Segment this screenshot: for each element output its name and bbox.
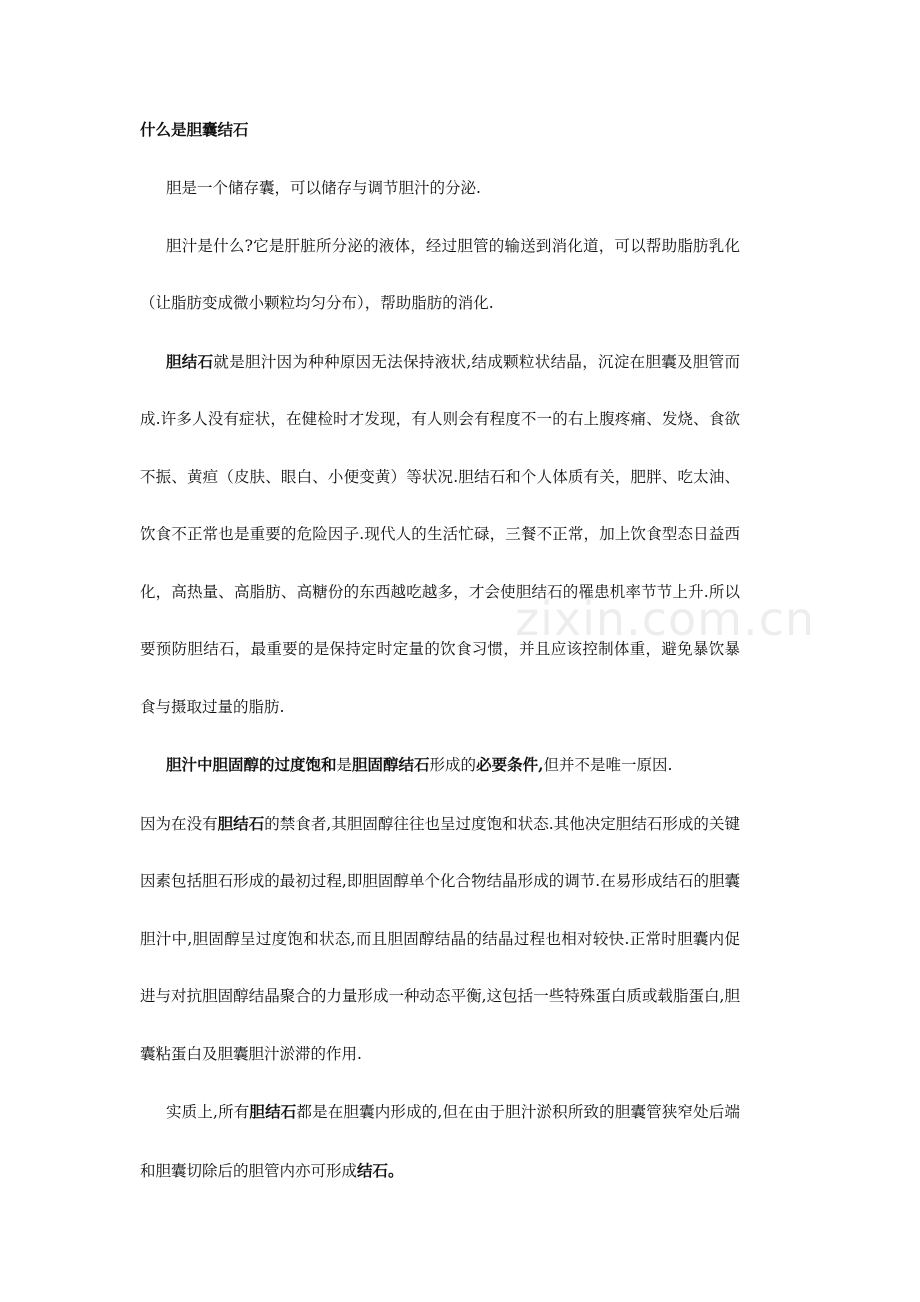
paragraph-text: 胆是一个储存囊，可以储存与调节胆汁的分泌. xyxy=(166,179,481,197)
paragraph-2 xyxy=(140,218,740,333)
bold-term: 胆结石 xyxy=(166,351,214,371)
paragraph-4 xyxy=(140,736,740,795)
bold-term: 胆固醇结石 xyxy=(352,755,430,774)
paragraph-1 xyxy=(140,160,740,218)
paragraph-text: 就是胆汁因为种种原因无法保持液状,结成颗粒状结晶，沉淀在胆囊及胆管而成.许多人没有症状，在健检时才发现，有人则会有程度不一的右上腹疼痛、发烧、食欲不振、黄疸（皮肤、眼白、小便变黄）等状况.胆结石和个人体质有关，肥胖、吃太油、饮食不正常也是重要的危险因子.现代人的生活忙碌，三餐不正常，加上饮食型态日益西化，高热量、高脂肪、高糖份的东西越吃越多，才会使胆结石的罹患机率节节上升.所以要预防胆结石，最重要的是保持定时定量的饮食习惯，并且应该控制体重，避免暴饮暴食与摄取过量的脂肪. xyxy=(140,352,740,716)
paragraph-text: 但并不是唯一原因. xyxy=(543,756,673,774)
paragraph-text: 都是在胆囊内形成的,但在由于胆汁淤积所致的胆囊管狭窄处后端和胆囊切除后的胆管内亦可形成 xyxy=(140,1103,740,1180)
bold-term: 必要条件, xyxy=(476,755,544,774)
document-title: 什么是胆囊结石 xyxy=(140,120,249,139)
watermark: zixin.com.cn xyxy=(515,592,816,646)
bold-term: 结石。 xyxy=(357,1160,404,1180)
paragraph-6 xyxy=(140,1083,740,1200)
paragraph-text: 是 xyxy=(336,756,353,774)
paragraph-3 xyxy=(140,333,740,737)
bold-term: 胆结石 xyxy=(217,813,265,833)
paragraph-text: 胆汁是什么?它是肝脏所分泌的液体，经过胆管的输送到消化道，可以帮助脂肪乳化（让脂肪变成微小颗粒均匀分布），帮助脂肪的消化. xyxy=(140,236,740,312)
paragraph-5 xyxy=(140,795,740,1084)
paragraph-text: 的禁食者,其胆固醇往往也呈过度饱和状态.其他决定胆结石形成的关键因素包括胆石形成的最初过程,即胆固醇单个化合物结晶形成的调节.在易形成结石的胆囊胆汁中,胆固醇呈过度饱和状态,而且胆固醇结晶的结晶过程也相对较快.正常时胆囊内促进与对抗胆固醇结晶聚合的力量形成一种动态平衡,这包括一些特殊蛋白质或载脂蛋白,胆囊粘蛋白及胆囊胆汁淤滞的作用. xyxy=(140,814,740,1063)
paragraph-text: 因为在没有 xyxy=(140,814,218,833)
paragraph-text: 形成的 xyxy=(429,756,477,774)
paragraph-text: 实质上,所有 xyxy=(166,1103,250,1121)
bold-term: 胆汁中胆固醇的过度饱和 xyxy=(166,755,337,774)
bold-term: 胆结石 xyxy=(249,1102,297,1121)
document-body xyxy=(140,112,740,1200)
